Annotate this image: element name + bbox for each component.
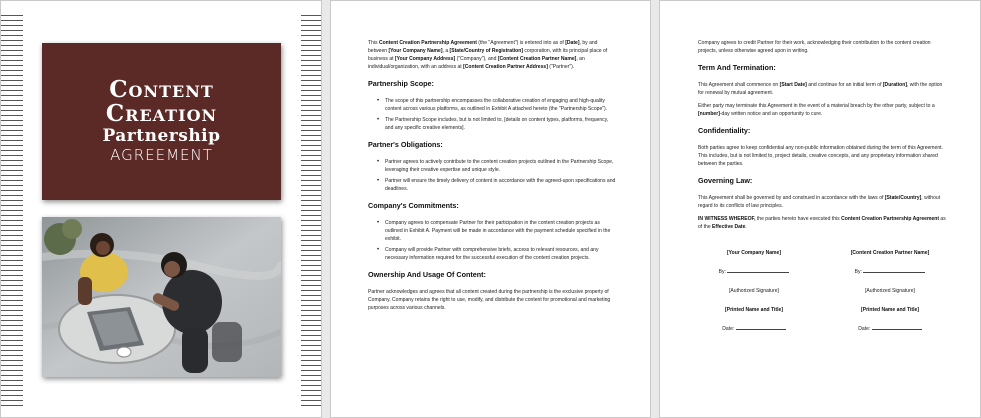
page2-content xyxy=(368,39,616,317)
partner-obligations-heading: Partner's Obligations: xyxy=(368,140,443,149)
term-paragraph-2: Either party may terminate this Agreement in the event of a material breach by the other party, subject to a [number]-day written notice and an opportunity to cure. xyxy=(698,103,935,117)
agreement-page-2 xyxy=(330,0,651,418)
list-item: • Company will provide Partner with comprehensive briefs, access to relevant resources, and any necessary information required for the successful execution of the content creation projects. xyxy=(385,246,616,262)
governing-law-paragraph: This Agreement shall be governed by and construed in accordance with the laws of [State/Country], without regard to its conflicts of law principles. xyxy=(698,195,941,209)
term-paragraph-1: This Agreement shall commence on [Start Date] and continue for an initial term of [Duration], with the option for renewal by mutual agreement. xyxy=(698,82,943,96)
company-commitments-heading: Company's Commitments: xyxy=(368,201,459,210)
right-printed-name: [Printed Name and Title] xyxy=(861,307,919,313)
left-printed-name: [Printed Name and Title] xyxy=(725,307,783,313)
list-item: • Company agrees to compensate Partner for their participation in the content creation projects as outlined in Exhibit A. Payment will be made in accordance with the payment schedule specified in the exhibit. xyxy=(385,219,616,243)
cover-title-line4: AGREEMENT xyxy=(110,146,213,164)
term-heading: Term And Termination: xyxy=(698,63,776,72)
list-item: • The Partnership Scope includes, but is not limited to, [details on content types, platforms, frequency, and any specific creative elements]. xyxy=(385,116,616,132)
credit-paragraph: Company agrees to credit Partner for their work, acknowledging their contribution to the content creation projects, unless otherwise agreed upon in writing. xyxy=(698,40,931,54)
left-date-line[interactable]: Date: xyxy=(698,325,810,333)
scope-list xyxy=(368,97,616,132)
cover-title-line1: Content xyxy=(109,76,214,103)
intro-paragraph: This Content Creation Partnership Agreement (the "Agreement") is entered into as of [Date], by and between [Your Company Name], a [State/Country of Registration] corporation, with its principal place of business at [Your Company Address] ("Company"), and [Content Creation Partner Name], an individual/organization, with an address at [Content Creation Partner Address] ("Partner"). xyxy=(368,40,608,70)
governing-law-heading: Governing Law: xyxy=(698,176,753,185)
cover-photo xyxy=(42,217,281,377)
confidentiality-paragraph: Both parties agree to keep confidential any non-public information obtained during the term of this Agreement. This includes, but is not limited to, project details, creative concepts, and any proprietary information shared between the parties. xyxy=(698,145,943,167)
list-item: • Partner agrees to actively contribute to the content creation projects outlined in the Partnership Scope, leveraging their creative expertise and unique style. xyxy=(385,158,616,174)
signature-right xyxy=(834,249,946,344)
company-commitments-list xyxy=(368,219,616,262)
witness-paragraph: IN WITNESS WHEREOF, the parties hereto have executed this Content Creation Partnership Agreement as of the Effective Date. xyxy=(698,216,946,230)
office-meeting-photo-icon xyxy=(42,217,281,377)
list-item: • The scope of this partnership encompasses the collaborative creation of engaging and high-quality content across various platforms, as outlined in Exhibit A attached hereto (the "Partnership Scope"). xyxy=(385,97,616,113)
left-by-line[interactable]: By: xyxy=(698,268,810,276)
right-date-line[interactable]: Date: xyxy=(834,325,946,333)
page3-content xyxy=(698,39,946,344)
cover-title-block xyxy=(42,43,281,200)
confidentiality-heading: Confidentiality: xyxy=(698,126,751,135)
signature-left xyxy=(698,249,810,344)
ownership-heading: Ownership And Usage Of Content: xyxy=(368,270,486,279)
right-party-name: [Content Creation Partner Name] xyxy=(850,250,930,256)
left-party-name: [Your Company Name] xyxy=(726,250,782,256)
cover-title-line2: Creation xyxy=(105,100,218,127)
cover-title-line3: Partnership xyxy=(102,126,221,146)
scope-heading: Partnership Scope: xyxy=(368,79,434,88)
right-by-line[interactable]: By: xyxy=(834,268,946,276)
right-signature-label: [Authorized Signature] xyxy=(865,288,915,294)
partner-obligations-list xyxy=(368,158,616,193)
cover-page xyxy=(0,0,322,418)
ownership-paragraph: Partner acknowledges and agrees that all content created during the partnership is the exclusive property of Company. Company retains the right to use, modify, and distribute the content for promotional and marketing purposes across various channels. xyxy=(368,289,611,311)
signature-block xyxy=(698,249,946,344)
agreement-page-3 xyxy=(659,0,981,418)
list-item: • Partner will ensure the timely delivery of content in accordance with the agreed-upon specifications and deadlines. xyxy=(385,177,616,193)
left-signature-label: [Authorized Signature] xyxy=(729,288,779,294)
